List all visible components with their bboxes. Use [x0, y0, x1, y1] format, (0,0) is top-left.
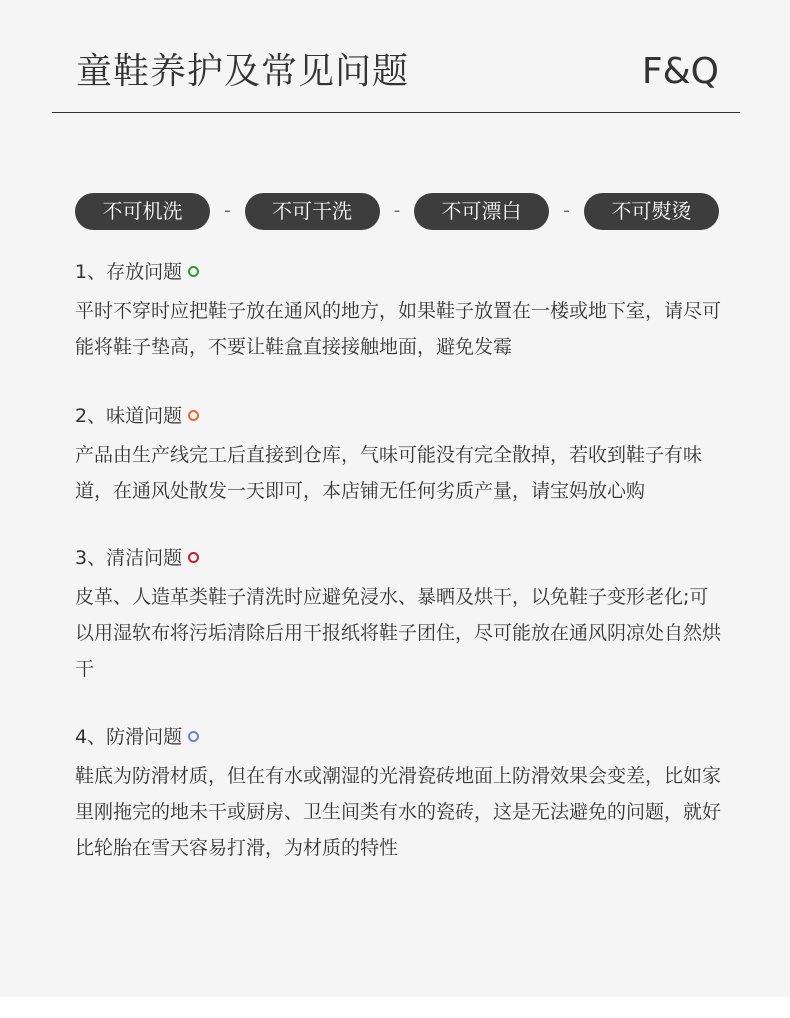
faq-section-body: 平时不穿时应把鞋子放在通风的地方，如果鞋子放置在一楼或地下室，请尽可能将鞋子垫高，不要让鞋盒直接接触地面，避免发霉 [75, 300, 722, 358]
title-divider [52, 112, 740, 113]
care-label-no-machine-wash: 不可机洗 [75, 193, 210, 230]
faq-section-anti-slip [75, 722, 725, 866]
orange-dot-icon [188, 410, 199, 421]
faq-section-heading: 2、味道问题 [75, 401, 725, 431]
faq-section-heading: 3、清洁问题 [75, 543, 725, 573]
care-label-separator: - [563, 200, 570, 221]
page-title: 童鞋养护及常见问题 [76, 51, 410, 92]
blue-dot-icon [188, 731, 199, 742]
care-label-separator: - [393, 200, 401, 221]
red-dot-icon [188, 552, 199, 563]
faq-section-body: 产品由生产线完工后直接到仓库，气味可能没有完全散掉，若收到鞋子有味道，在通风处散发一天即可，本店铺无任何劣质产量，请宝妈放心购 [75, 444, 703, 502]
green-dot-icon [188, 266, 199, 277]
faq-section-heading: 4、防滑问题 [75, 722, 725, 752]
faq-section-cleaning [75, 543, 725, 687]
care-label-no-dry-clean: 不可干洗 [245, 193, 380, 230]
care-label-no-iron: 不可熨烫 [584, 193, 719, 230]
faq-section-body: 鞋底为防滑材质，但在有水或潮湿的光滑瓷砖地面上防滑效果会变差，比如家里刚拖完的地未干或厨房、卫生间类有水的瓷砖，这是无法避免的问题，就好比轮胎在雪天容易打滑，为材质的特性 [75, 765, 722, 859]
page-title-en: F&Q [641, 51, 719, 92]
care-label-no-bleach: 不可漂白 [414, 193, 549, 230]
faq-section-body: 皮革、人造革类鞋子清洗时应避免浸水、暴晒及烘干，以免鞋子变形老化;可以用湿软布将污垢清除后用干报纸将鞋子团住，尽可能放在通风阴凉处自然烘干 [75, 586, 722, 680]
care-label-separator: - [224, 200, 231, 221]
faq-section-heading: 1、存放问题 [75, 257, 725, 287]
care-labels-row [75, 193, 719, 230]
faq-section-odor [75, 401, 725, 509]
faq-section-storage [75, 257, 725, 365]
